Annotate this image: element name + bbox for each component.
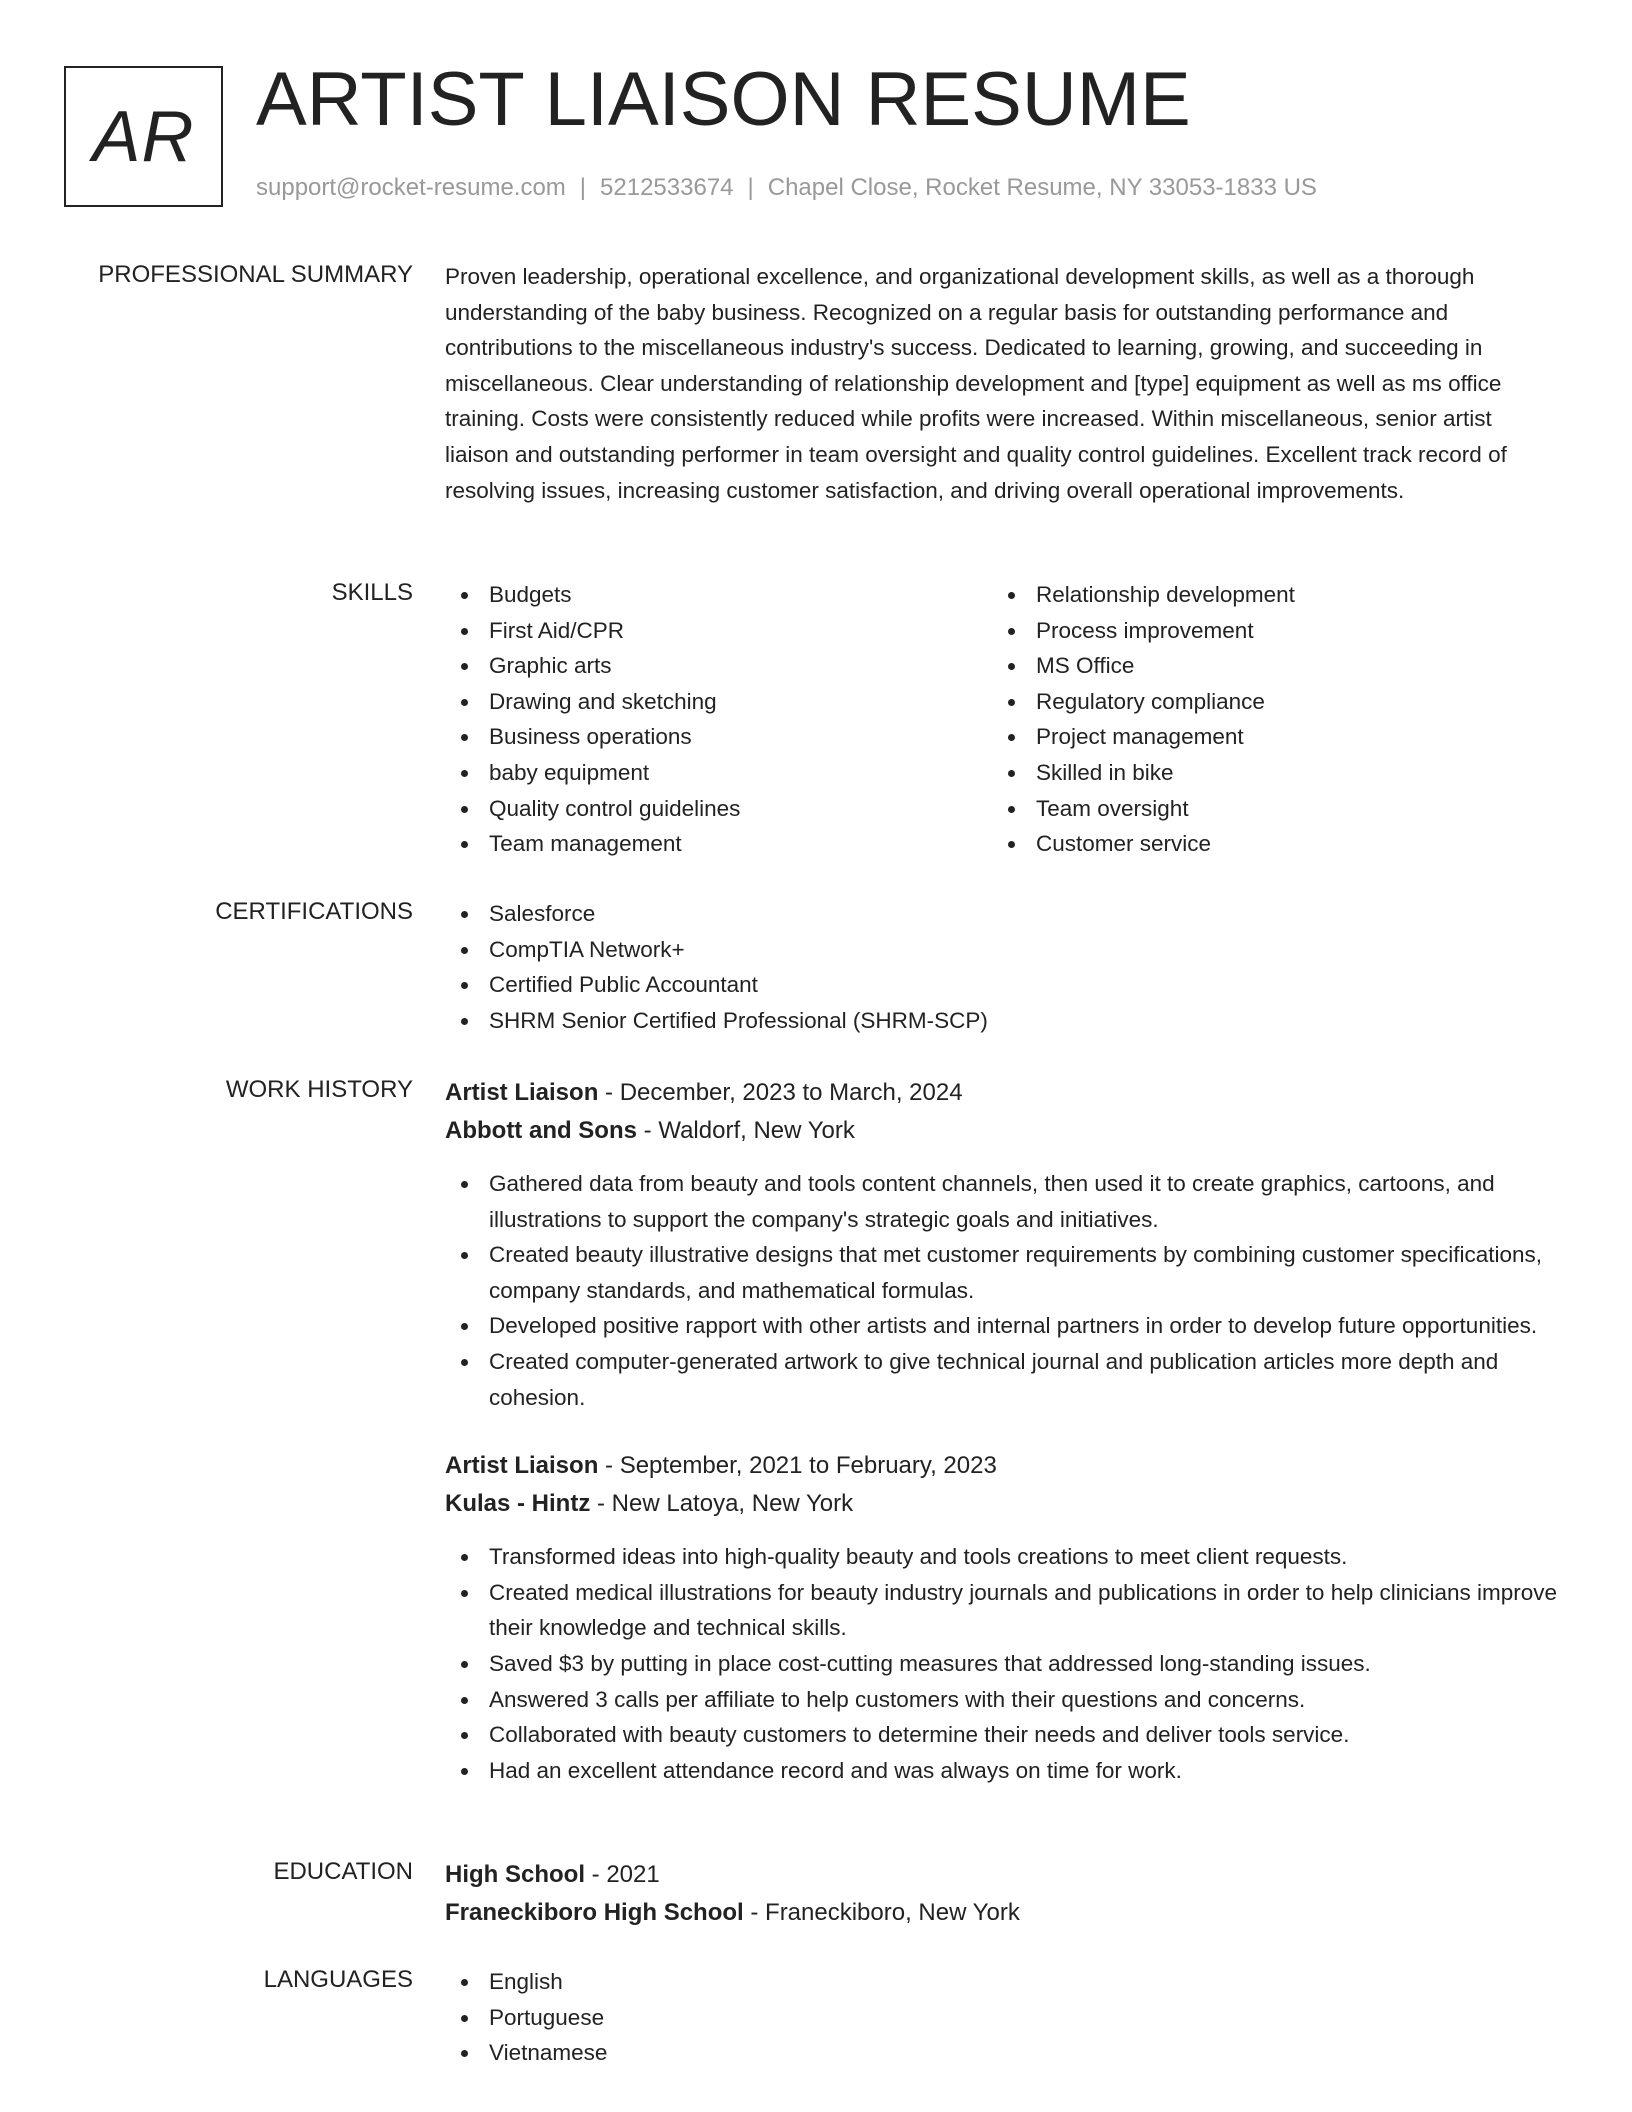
education-year: - 2021 [585,1861,660,1888]
job-bullets [445,1539,1560,1788]
skill-item: Skilled in bike [992,755,1539,791]
certification-item: Certified Public Accountant [445,967,1560,1003]
job-location: - Waldorf, New York [636,1117,855,1144]
language-item: Portuguese [445,2000,1560,2036]
certifications-label: CERTIFICATIONS [215,898,413,925]
job-title: Artist Liaison [445,1452,599,1480]
job-bullet: Created beauty illustrative designs that met customer requirements by combining customer specifications, company standards, and mathematical formulas. [445,1237,1560,1308]
job-bullet: Collaborated with beauty customers to determine their needs and deliver tools service. [445,1717,1560,1753]
skill-item: Business operations [445,719,992,755]
resume-title: ARTIST LIAISON RESUME [256,57,1191,142]
skill-item: Team management [445,826,992,862]
job-company: Kulas - Hintz [445,1490,591,1518]
languages-list [445,1964,1560,2071]
job-location: - New Latoya, New York [590,1490,854,1518]
skill-item: Customer service [992,826,1539,862]
skills-list-left [445,577,992,862]
skill-item: Process improvement [992,613,1539,649]
skill-item: Graphic arts [445,648,992,684]
skill-item: First Aid/CPR [445,613,992,649]
monogram-logo [64,66,223,207]
job-bullet: Created computer-generated artwork to give technical journal and publication articles more depth and cohesion. [445,1344,1560,1415]
job-dates: - September, 2021 to February, 2023 [598,1452,997,1480]
job-bullets [445,1166,1560,1415]
education-label: EDUCATION [273,1858,413,1885]
monogram-initials: AR [92,96,195,177]
skill-item: Project management [992,719,1539,755]
job-entry [445,1074,1560,1415]
job-bullet: Developed positive rapport with other artists and internal partners in order to develop future opportunities. [445,1308,1560,1344]
skill-item: Quality control guidelines [445,791,992,827]
education-school: Franeckiboro High School [445,1899,744,1926]
skill-item: MS Office [992,648,1539,684]
summary-label: PROFESSIONAL SUMMARY [98,261,413,288]
job-title-line [445,1074,1560,1112]
job-bullet: Created medical illustrations for beauty industry journals and publications in order to help clinicians improve their knowledge and technical skills. [445,1575,1560,1646]
skill-item: baby equipment [445,755,992,791]
contact-email: support@rocket-resume.com [256,174,566,201]
education-school-line [445,1894,1560,1932]
skill-item: Regulatory compliance [992,684,1539,720]
job-entry [445,1447,1560,1788]
job-title: Artist Liaison [445,1079,599,1106]
skill-item: Team oversight [992,791,1539,827]
job-company-line [445,1485,1560,1523]
work-history-label: WORK HISTORY [225,1076,413,1103]
job-bullet: Gathered data from beauty and tools content channels, then used it to create graphics, cartoons, and illustrations to support the company's strategic goals and initiatives. [445,1166,1560,1237]
language-item: Vietnamese [445,2035,1560,2071]
contact-separator: | [747,174,754,201]
languages-label: LANGUAGES [263,1966,413,1993]
skill-item: Drawing and sketching [445,684,992,720]
skill-item: Relationship development [992,577,1539,613]
skills-label: SKILLS [331,579,413,606]
certification-item: SHRM Senior Certified Professional (SHRM-SCP) [445,1003,1560,1039]
job-bullet: Saved $3 by putting in place cost-cutting measures that addressed long-standing issues. [445,1646,1560,1682]
certifications-list [445,896,1560,1038]
skill-item: Budgets [445,577,992,613]
summary-text: Proven leadership, operational excellence, and organizational development skills, as well as a thorough understanding of the baby business. Recognized on a regular basis for outstanding performance and contributions to the miscellaneous industry's success. Dedicated to learning, growing, and succeeding in miscellaneous. Clear understanding of relationship development and [type] equipment as well as ms office training. Costs were consistently reduced while profits were increased. Within miscellaneous, senior artist liaison and outstanding performer in team oversight and quality control guidelines. Excellent track record of resolving issues, increasing customer satisfaction, and driving overall operational improvements. [445,264,1507,503]
certification-item: CompTIA Network+ [445,932,1560,968]
education-degree-line [445,1856,1560,1894]
contact-line [256,172,1317,204]
contact-separator: | [579,174,587,201]
contact-phone: 5212533674 [600,174,734,201]
job-company: Abbott and Sons [445,1117,637,1144]
contact-address: Chapel Close, Rocket Resume, NY 33053-1833 US [767,174,1317,201]
job-bullet: Answered 3 calls per affiliate to help customers with their questions and concerns. [445,1682,1560,1718]
skills-list-right [992,577,1539,862]
job-bullet: Transformed ideas into high-quality beauty and tools creations to meet client requests. [445,1539,1560,1575]
certification-item: Salesforce [445,896,1560,932]
job-company-line [445,1112,1560,1150]
language-item: English [445,1964,1560,2000]
education-location: - Franeckiboro, New York [743,1899,1020,1926]
education-degree: High School [445,1861,585,1888]
job-title-line [445,1447,1560,1485]
job-dates: - December, 2023 to March, 2024 [598,1079,963,1106]
job-bullet: Had an excellent attendance record and was always on time for work. [445,1753,1560,1789]
